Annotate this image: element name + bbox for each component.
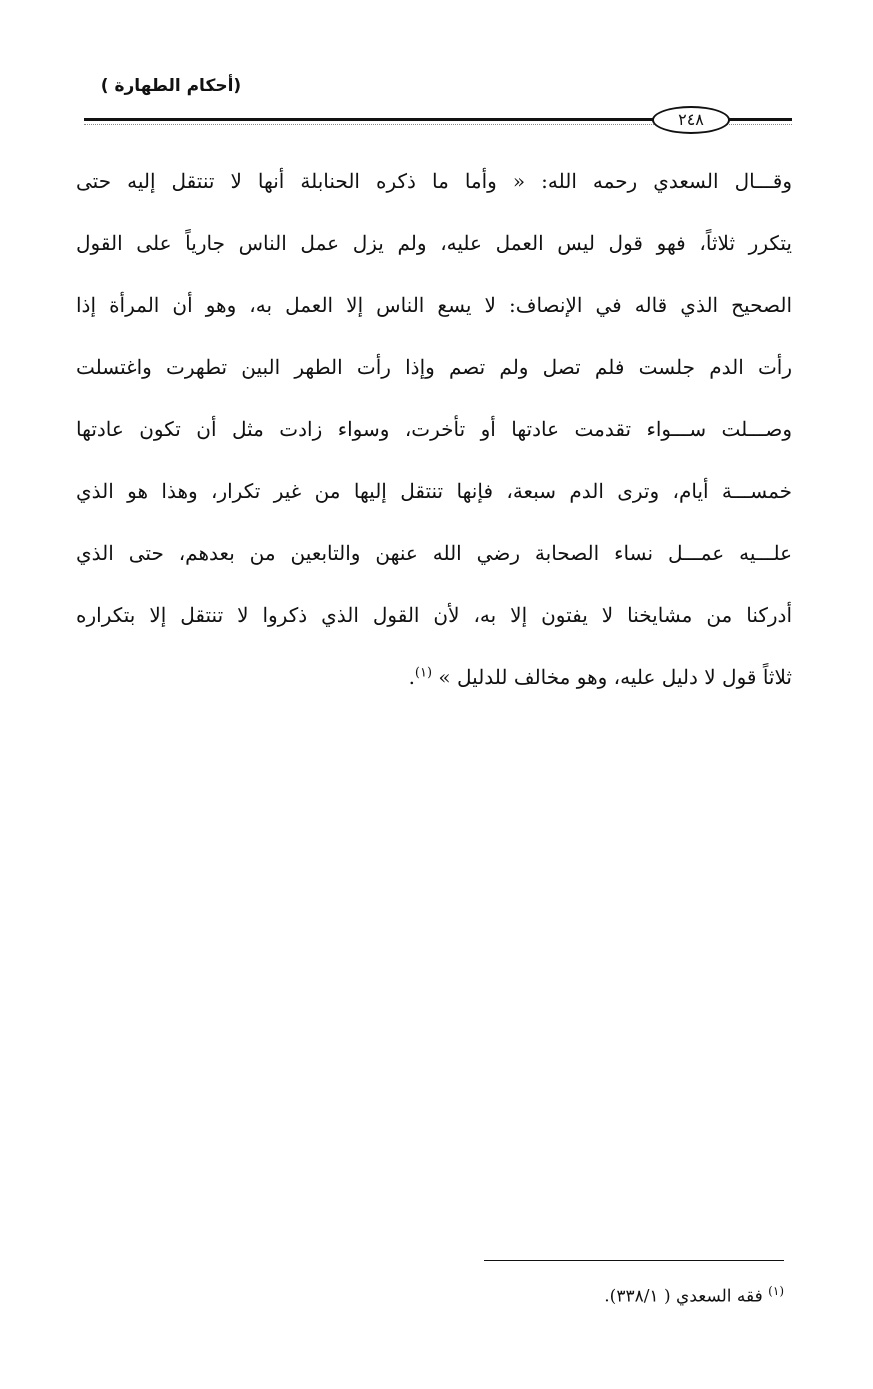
main-paragraph [76,150,792,708]
paragraph-line: الصحيح الذي قاله في الإنصاف: لا يسع الناس إلا العمل به، وهو أن المرأة إذا [76,293,792,317]
sentence-end-period: . [408,665,415,689]
footnote [484,1284,784,1307]
page-number-badge: ٢٤٨ [652,106,730,134]
paragraph-line: علـــيه عمـــل نساء الصحابة رضي الله عنهن والتابعين من بعدهم، حتى الذي [76,541,792,565]
footnote-text: فقه السعدي ( ٣٣٨/١). [604,1286,763,1307]
paragraph-line: أدركنا من مشايخنا لا يفتون إلا به، لأن القول الذي ذكروا لا تنتقل إلا بتكراره [76,603,792,627]
paragraph-line: وقـــال السعدي رحمه الله: « وأما ما ذكره الحنابلة أنها لا تنتقل إليه حتى [76,169,792,193]
paragraph-line-text: ثلاثاً قول لا دليل عليه، وهو مخالف للدليل » [438,665,792,689]
paragraph-last-line [76,646,792,708]
running-header-title: (أحكام الطهارة ) [100,76,242,96]
paragraph-line: وصـــلت ســـواء تقدمت عادتها أو تأخرت، وسواء زادت مثل أن تكون عادتها [76,417,792,441]
footnote-reference-marker[interactable]: (١) [414,665,433,681]
paragraph-line: يتكرر ثلاثاً، فهو قول ليس العمل عليه، ولم يزل عمل الناس جارياً على القول [76,231,792,255]
paragraph-line: رأت الدم جلست فلم تصل ولم تصم وإذا رأت الطهر البين تطهرت واغتسلت [76,355,792,379]
footnote-divider [484,1260,784,1261]
paragraph-line: خمســـة أيام، وترى الدم سبعة، فإنها تنتقل إليها من غير تكرار، وهذا هو الذي [76,479,792,503]
footnote-number: (١) [768,1284,784,1298]
